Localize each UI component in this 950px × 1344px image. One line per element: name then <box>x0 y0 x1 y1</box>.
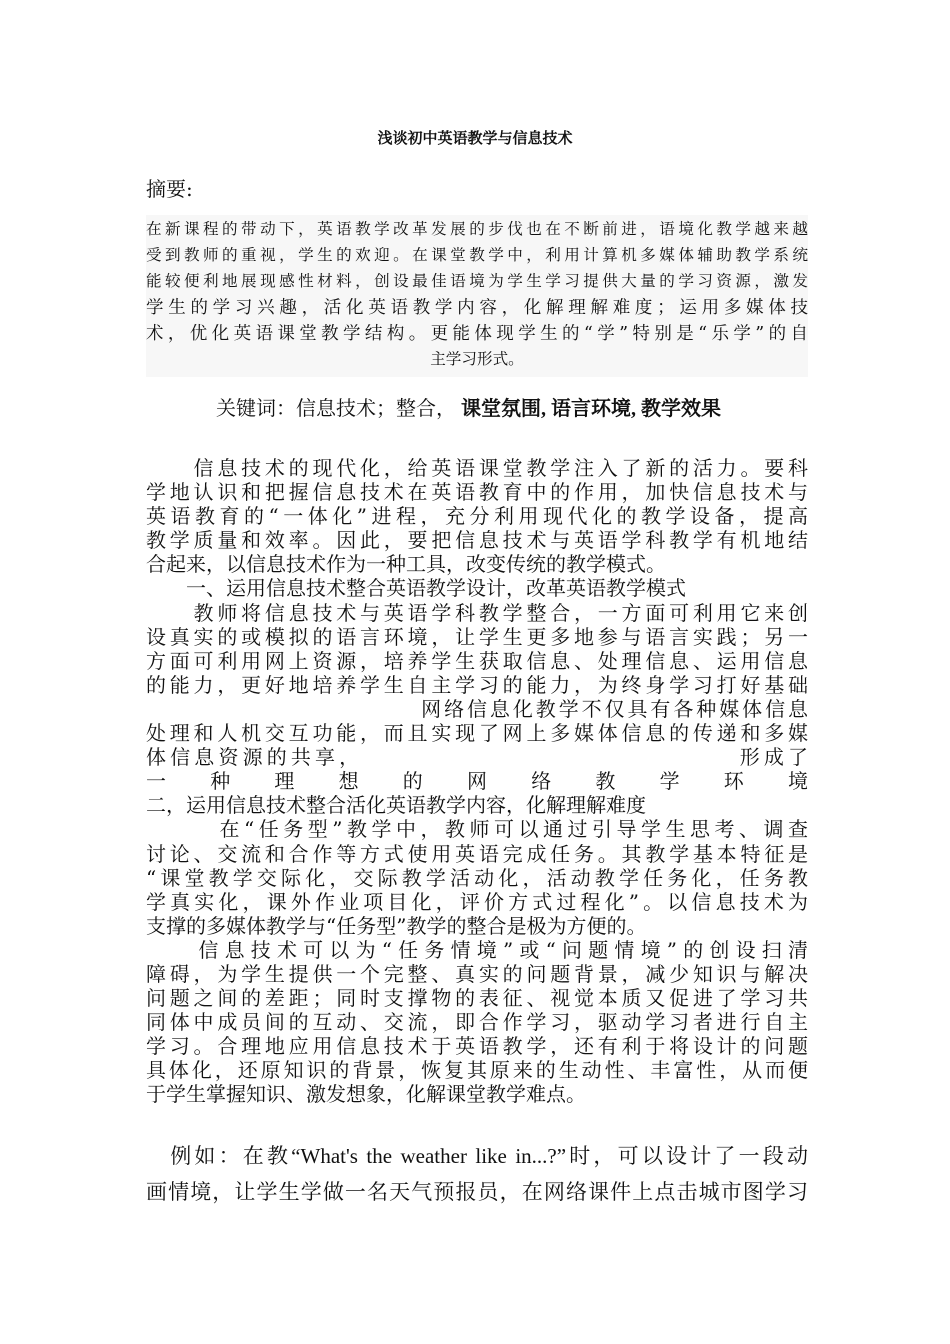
body-line: 处理和人机交互功能，而且实现了网上多媒体信息的传递和多媒 <box>146 721 808 746</box>
body-line: 体信息资源的共享， 形成了 <box>146 745 808 770</box>
document-title: 浅谈初中英语教学与信息技术 <box>377 129 573 147</box>
body-line: 学真实化，课外作业项目化，评价方式过程化”。以信息技术为 <box>146 889 808 914</box>
section-heading: 二，运用信息技术整合活化英语教学内容，化解理解难度 <box>146 793 646 818</box>
example-line: 例如：在教“What's the weather like in...?”时，可以设计了一段动 <box>146 1144 808 1168</box>
body-line: 同体中成员间的互动、交流，即合作学习，驱动学习者进行自主 <box>146 1010 808 1035</box>
body-line: “课堂教学交际化，交际教学活动化，活动教学任务化，任务教 <box>146 865 808 890</box>
body-line: 教师将信息技术与英语学科教学整合，一方面可利用它来创 <box>146 600 808 625</box>
body-line-spread: 一种理想的网络教学环境 <box>146 769 808 794</box>
abstract-line: 在新课程的带动下，英语教学改革发展的步伐也在不断前进，语境化教学越来越 <box>146 221 808 238</box>
example-paragraph <box>146 1138 808 1210</box>
body-line: 讨论、交流和合作等方式使用英语完成任务。其教学基本特征是 <box>146 841 808 866</box>
abstract-line: 主学习形式。 <box>430 351 524 368</box>
body-line: 教学质量和效率。因此，要把信息技术与英语学科教学有机地结 <box>146 528 808 553</box>
abstract-line: 术，优化英语课堂教学结构。更能体现学生的“学”特别是“乐学”的自 <box>146 324 808 344</box>
abstract-line: 能较便利地展现感性材料，创设最佳语境为学生学习提供大量的学习资源，激发 <box>146 273 808 290</box>
example-line: 画情境，让学生学做一名天气预报员，在网络课件上点击城市图学习 <box>146 1180 808 1204</box>
section-heading: 一、运用信息技术整合英语教学设计，改革英语教学模式 <box>146 576 686 601</box>
body-line: 信息技术可以为“任务情境”或“问题情境”的创设扫清 <box>146 937 808 962</box>
keywords-line <box>216 392 721 421</box>
abstract-line: 受到教师的重视，学生的欢迎。在课堂教学中，利用计算机多媒体辅助教学系统 <box>146 247 808 264</box>
body-line: 英语教育的“一体化”进程，充分利用现代化的教学设备，提高 <box>146 504 808 529</box>
body-line: 方面可利用网上资源，培养学生获取信息、处理信息、运用信息 <box>146 648 808 673</box>
body-line: 学习。合理地应用信息技术于英语教学，还有利于将设计的问题 <box>146 1034 808 1059</box>
body-line: 合起来，以信息技术作为一种工具，改变传统的教学模式。 <box>146 552 666 577</box>
body-line: 信息技术的现代化，给英语课堂教学注入了新的活力。要科 <box>146 456 808 480</box>
body-line: 具体化，还原知识的背景，恢复其原来的生动性、丰富性，从而便 <box>146 1058 808 1083</box>
keywords-prefix: 关键词：信息技术；整合， <box>216 396 456 420</box>
body-text <box>146 456 808 1107</box>
body-line: 问题之间的差距；同时支撑物的表征、视觉本质又促进了学习共 <box>146 986 808 1011</box>
abstract-block <box>146 215 808 377</box>
abstract-line: 学生的学习兴趣，活化英语教学内容，化解理解难度；运用多媒体技 <box>146 298 808 318</box>
body-line: 在“任务型”教学中，教师可以通过引导学生思考、调查 <box>146 817 808 842</box>
abstract-label: 摘要: <box>146 177 193 201</box>
body-line: 的能力，更好地培养学生自主学习的能力，为终身学习打好基础 <box>146 672 808 697</box>
keywords-bold: 课堂氛围, 语言环境, 教学效果 <box>461 398 721 420</box>
body-line: 支撑的多媒体教学与“任务型”教学的整合是极为方便的。 <box>146 913 647 938</box>
body-line: 于学生掌握知识、激发想象，化解课堂教学难点。 <box>146 1082 586 1107</box>
body-line: 障碍，为学生提供一个完整、真实的问题背景，减少知识与解决 <box>146 961 808 986</box>
body-line: 学地认识和把握信息技术在英语教育中的作用，加快信息技术与 <box>146 480 808 505</box>
body-line: 网络信息化教学不仅具有各种媒体信息 <box>146 696 808 721</box>
body-line: 设真实的或模拟的语言环境，让学生更多地参与语言实践；另一 <box>146 624 808 649</box>
